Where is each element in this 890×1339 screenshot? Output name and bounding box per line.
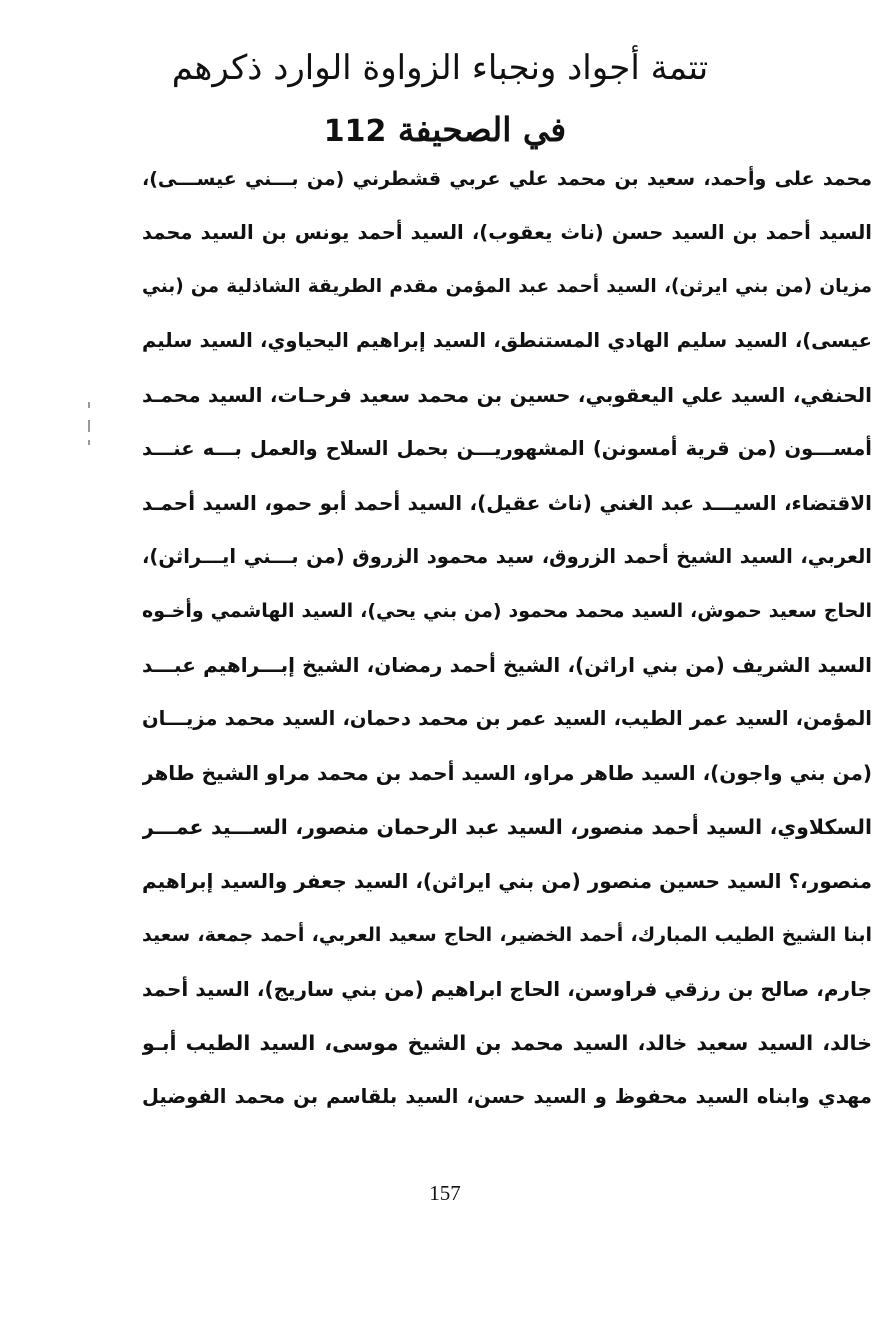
- text-line: الحنفي، السيد علي اليعقوبي، حسين بن محمد سعيد فرحـات، السيد محمـد: [142, 383, 872, 407]
- text-line: مهدي وابناه السيد محفوظ و السيد حسن، السيد بلقاسم بن محمد الفوضيل: [142, 1085, 872, 1108]
- text-line: (من بني واجون)، السيد طاهر مراو، السيد أحمد بن محمد مراو الشيخ طاهر: [142, 761, 872, 785]
- text-line: جارم، صالح بن رزقي فراوسن، الحاج ابراهيم (من بني ساريج)، السيد أحمد: [142, 977, 872, 1001]
- text-line: المؤمن، السيد عمر الطيب، السيد عمر بن محمد دحمان، السيد محمد مزيـــان: [142, 707, 872, 730]
- text-line: منصور،؟ السيد حسين منصور (من بني ايراثن)، السيد جعفر والسيد إبراهيم: [142, 869, 872, 893]
- text-line: مزيان (من بني ايرثن)، السيد أحمد عبد المؤمن مقدم الطريقة الشاذلية من (بني: [142, 276, 872, 297]
- text-line: ابنا الشيخ الطيب المبارك، أحمد الخضير، الحاج سعيد العربي، أحمد جمعة، سعيد: [142, 924, 872, 946]
- text-line: عيسى)، السيد سليم الهادي المستنطق، السيد إبراهيم اليحياوي، السيد سليم: [142, 329, 872, 352]
- text-line: الحاج سعيد حموش، السيد محمد محمود (من بني يحي)، السيد الهاشمي وأخـوه: [142, 600, 872, 622]
- text-line: العربي، السيد الشيخ أحمد الزروق، سيد محمود الزروق (من بـــني ايـــراثن)،: [142, 545, 872, 568]
- page-number: 157: [429, 1181, 461, 1205]
- text-line: السكلاوي، السيد أحمد منصور، السيد عبد الرحمان منصور، الســـيد عمـــر: [142, 815, 872, 839]
- body-text: [142, 152, 872, 1124]
- page-title: تتمة أجواد ونجباء الزواوة الوارد ذكرهم: [171, 48, 709, 88]
- text-line: الاقتضاء، السيـــد عبد الغني (ناث عقيل)، السيد أحمد أبو حمو، السيد أحمـد: [142, 491, 872, 515]
- scan-mark: [88, 440, 90, 445]
- subtitle-prefix: في الصحيفة: [397, 110, 567, 149]
- subtitle-number: 112: [323, 114, 387, 149]
- scan-mark: [88, 420, 90, 432]
- text-line: السيد أحمد بن السيد حسن (ناث يعقوب)، السيد أحمد يونس بن السيد محمد: [142, 221, 872, 244]
- scan-mark: [88, 402, 90, 408]
- text-line: السيد الشريف (من بني اراثن)، الشيخ أحمد رمضان، الشيخ إبـــراهيم عبـــد: [142, 653, 872, 677]
- text-line: محمد على وأحمد، سعيد بن محمد علي عربي قشطرني (من بـــني عيســـى)،: [142, 168, 872, 190]
- text-line: خالد، السيد سعيد خالد، السيد محمد بن الشيخ موسى، السيد الطيب أبـو: [142, 1031, 872, 1055]
- text-line: أمســـون (من قرية أمسونن) المشهوريـــن بحمل السلاح والعمل بـــه عنـــد: [142, 437, 872, 460]
